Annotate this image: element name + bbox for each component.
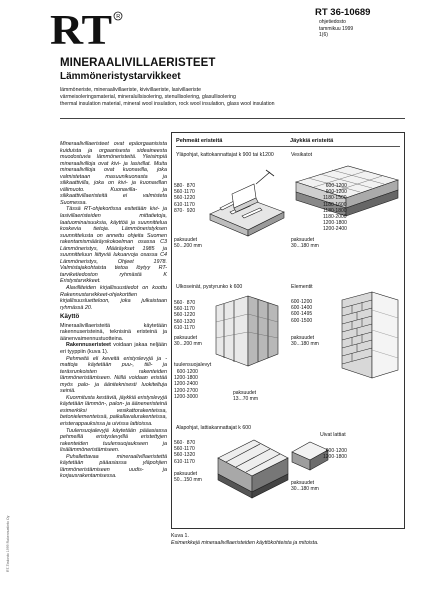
caption-wall-soft: Ulkoseinät, pystyrunko k 600 (176, 284, 243, 290)
intro-paragraph: Mineraalivillaeristeet ovat epäorgaanisista kuiduista ja orgaanisesta sideaineesta muodostuvia lämmöneristeitä. Yleisimpiä mineraalivilloja ovat kivi- ja lasivillat. Muita mineraalivilloja ovat kuonavilla, joka valmistetaan masuunikuonasta ja silikaattivilla, joka on kivi- ja kuonavillan välimuoto. Kuonavilla- ja silikaattivillaeristeitä ei valmisteta Suomessa. (60, 141, 167, 206)
dimensions-roof-soft: 580· 870 560·1170 560·1220 610·1170 870· 920 (174, 183, 196, 214)
illustration-wall-soft (212, 292, 284, 370)
figure-caption (171, 533, 319, 546)
body-paragraph: Kuormitusta kestäviä, jäykkiä eristyslevyjä käytetään lämmön-, palon- ja ääneneristeinä esimerkiksi vesikattorakenteissa, betonielementeissä, paikallavalurakenteissa, eristerappauksissa ja uivissa lattioissa. (60, 394, 167, 427)
header-divider (60, 118, 405, 119)
caption-floating-floor: Uivat lattiat (320, 432, 346, 438)
body-paragraph: Tuulensuojalevyjä käytetään pääasiassa pehmeillä eristyslevyillä eristettyjen rakenteiden tuulensuojaukseen ja lisälämmöneristämiseen. (60, 427, 167, 454)
dimensions-floating-floor: 600·1200 1200·1800 (323, 448, 347, 461)
thickness-wall-rigid: 30...180 mm (291, 341, 319, 347)
thickness-label: paksuudet (291, 237, 315, 243)
meta-line: 1(6) (319, 32, 328, 39)
thickness-label: paksuudet (174, 471, 198, 477)
body-paragraph: Puhallettavaa mineraalivillaeristettä käytetään pääasiassa yläpohjien lämmöneristämiseen uudis- ja korjausrakentamisessa. (60, 453, 167, 480)
illustration-floor-soft (214, 432, 292, 514)
thickness-label: paksuudet (174, 237, 198, 243)
svg-text:RT: RT (50, 8, 112, 50)
thickness-roof-rigid: 30...180 mm (291, 243, 319, 249)
margin-copyright: RT-Tiedosto 1999 Rakennustieto Oy (6, 515, 10, 572)
keywords-sv: värmeisoleringsmaterial, mineralullsisolering, stenullisolering, glasullisolering (60, 93, 236, 100)
meta-line: tammikuu 1999 (319, 25, 354, 32)
dimensions-wind-boards: 600·1200 1200·1800 1200·2400 1200·2700 1200·3000 (174, 369, 198, 400)
thickness-label: paksuudet (291, 335, 315, 341)
dimensions-floor-soft: 560· 870 560·1170 560·1320 610·1170 (174, 440, 196, 465)
caption-wall-rigid: Elementit (291, 284, 313, 290)
thickness-label: paksuudet (291, 480, 315, 486)
page-subtitle: Lämmöneristystarvikkeet (60, 71, 181, 82)
body-paragraph: Mineraalivillaeristeitä käytetään rakennuseristeinä, teknisinä eristeinä ja äänenvaimennustuotteina. (60, 322, 167, 342)
keywords-fi: lämmöneriste, mineraalivillaeriste, kivivillaeriste, lasivillaeriste (60, 87, 201, 93)
svg-text:R: R (116, 14, 121, 21)
page-title: MINERAALIVILLAERISTEET (60, 57, 216, 69)
thickness-wind-boards: 13...70 mm (233, 396, 259, 402)
keywords (60, 87, 405, 107)
document-number: RT 36-10689 (315, 7, 371, 18)
figure-label: Kuva 1. (171, 533, 189, 539)
thickness-wall-soft: 30...200 mm (174, 341, 202, 347)
body-paragraph: Pehmeitä eli keveitä eristyslevyjä ja -mattoja käytetään puu-, tiili- ja teräsrunkoisten rakenteiden lämmöneristämiseen. Niillä voidaan eristää myös palo- ja ääniteknisesti luokiteltuja seiniä. (60, 355, 167, 395)
illustration-roof-soft (206, 168, 288, 240)
column-header-rigid: Jäykkiä eristeitä (290, 138, 334, 144)
meta-line: ohjetiedosto (319, 19, 346, 25)
thickness-floor-soft: 50...150 mm (174, 477, 202, 483)
dimensions-wall-soft: 560· 870 560·1170 560·1220 560·1320 610·1170 (174, 300, 196, 331)
body-text (60, 141, 167, 480)
caption-roof-rigid: Vesikatot (291, 152, 313, 158)
caption-wind-boards: tuulensuojalevyt (174, 362, 212, 368)
rt-logo (50, 6, 130, 50)
body-text-span: voidaan jakaa neljään eri tyyppiin (kuva 1). (60, 342, 167, 355)
dimensions-roof-rigid: 600·1200 900·1200 1180·1500 1180·1600 1180·1800 1180·2000 1200·1800 1200·2400 (323, 183, 347, 233)
thickness-floating-floor: 30...180 mm (291, 486, 319, 492)
column-header-soft: Pehmeät eristeitä (176, 138, 223, 144)
column-header-rule (176, 146, 400, 147)
dimensions-wall-rigid: 600·1200 600·1400 600·1495 600·1500 (291, 299, 313, 324)
caption-floor-soft: Alapohjat, lattiakannattajat k 600 (176, 425, 251, 431)
thickness-roof-soft: 50...200 mm (174, 243, 202, 249)
intro-paragraph: Alavilliteiden kirjallisuustiedot on koottu Rakennustarvikkeet-ohjekorttien kirjallisuusluetteloon, joka julkaistaan ryhmässä 20. (60, 285, 167, 311)
figure-caption-text: Esimerkkejä mineraalivillaeristeiden käyttökohteista ja mitoista. (171, 539, 319, 546)
thickness-label: paksuudet (174, 335, 198, 341)
body-paragraph (60, 342, 167, 355)
caption-roof-soft: Yläpohjat, kattokannattajat k 900 tai k1200 (176, 152, 274, 158)
illustration-wall-rigid (338, 290, 402, 382)
keywords-en: thermal insulation material, mineral wool insulation, rock wool insulation, glass wool insulation (60, 100, 275, 107)
document-meta (319, 19, 353, 39)
intro-paragraph: Tässä RT-ohjekortissa esitetään kivi- ja lasivillaeristeiden mittatietoja, laatuominaisuuksia, käyttöä ja suunnittelua koskevia tietoja. Lämmöneristyksen suunnittelusta on annettu ohjeita Suomen rakentamismääräyskokoelman osassa C3 Lämmöneristys, Määräykset 1985 ja suunnitteluun liittyviä lukuarvoja osassa C4 Lämmöneristys, Ohjeet 1978. Valmistajakohtaista tietoa löytyy RT-tarviketiedoston ryhmästä K Eristystarvikkeet. (60, 206, 167, 285)
lead-term: Rakennuseristeet (66, 342, 111, 349)
thickness-label: paksuudet (233, 390, 257, 396)
section-heading-kaytto: Käyttö (60, 313, 80, 321)
